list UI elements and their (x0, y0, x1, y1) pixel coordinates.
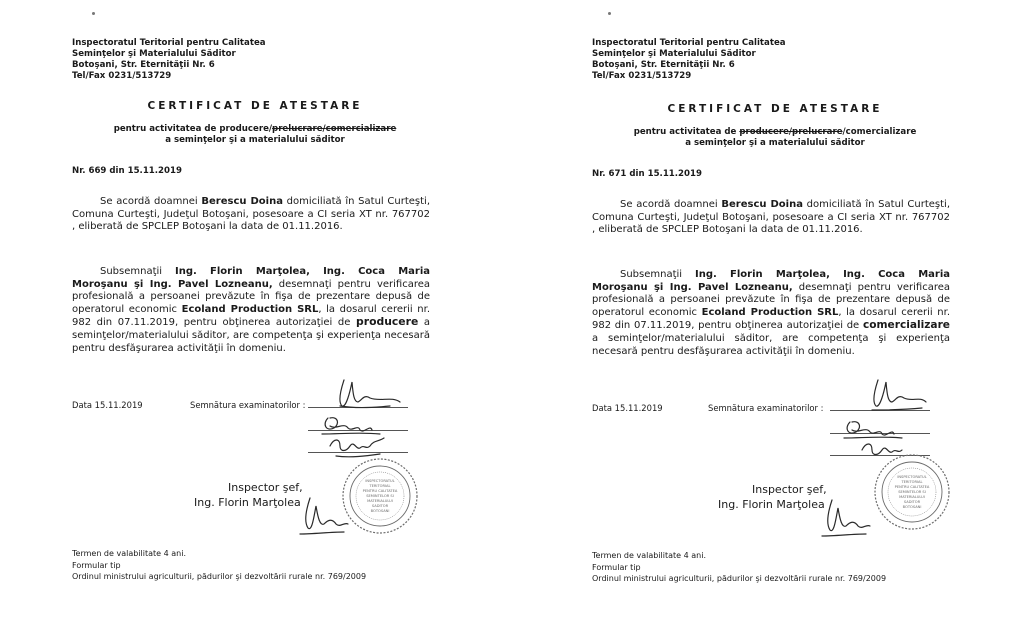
activity-line: pentru activitatea de producere/prelucrare/comercializare (633, 127, 917, 137)
examiner-names: Ing. Florin Marţolea, Ing. Coca Maria Moroşanu şi Ing. Pavel Lozneanu, (592, 269, 950, 293)
scan-speck (92, 12, 95, 15)
examiner-names: Ing. Florin Marţolea, Ing. Coca Maria Moroşanu şi Ing. Pavel Lozneanu, (72, 266, 430, 290)
footer-line: Formular tip (72, 560, 121, 570)
holder-name: Berescu Doina (721, 199, 803, 210)
authorized-activity: comercializare (862, 319, 950, 332)
examiner-signatures (822, 372, 932, 462)
svg-text:BOTOSANI: BOTOSANI (902, 505, 922, 509)
activity-comercializare-struck: comercializare (325, 124, 397, 134)
official-seal (340, 456, 420, 536)
activity-line-2: a seminţelor şi a materialului săditor (685, 138, 865, 148)
inspector-block (194, 480, 303, 510)
activity-producere-struck: producere (739, 127, 789, 137)
activity-line-2: a seminţelor şi a materialului săditor (165, 135, 345, 145)
authorized-activity: producere (356, 315, 419, 329)
header-line: Seminţelor şi Materialului Săditor (72, 49, 236, 59)
svg-text:BOTOSANI: BOTOSANI (370, 509, 390, 513)
inspector-title: Inspector şef, (228, 481, 303, 494)
inspector-title: Inspector şef, (752, 483, 827, 496)
activity-prelucrare-struck: prelucrare (272, 124, 323, 134)
signature-label: Semnătura examinatorilor : (708, 403, 824, 413)
svg-text:PENTRU CALITATEA: PENTRU CALITATEA (362, 489, 398, 493)
issuer-header (72, 38, 266, 82)
footer-line: Termen de valabilitate 4 ani. (592, 551, 706, 560)
certificate-number: Nr. 671 din 15.11.2019 (592, 169, 702, 179)
svg-text:SADITOR: SADITOR (371, 504, 389, 508)
svg-text:INSPECTORATUL: INSPECTORATUL (365, 479, 395, 483)
header-line: Tel/Fax 0231/513729 (592, 71, 692, 81)
issue-date: Data 15.11.2019 (72, 400, 143, 410)
svg-text:INSPECTORATUL: INSPECTORATUL (897, 475, 927, 479)
signature-label: Semnătura examinatorilor : (190, 400, 306, 410)
footer-line: Formular tip (592, 562, 641, 572)
svg-text:MATERIALULUI: MATERIALULUI (367, 499, 393, 503)
paragraph-grant: Se acordă doamnei Berescu Doina domiciliată în Satul Curteşti, Comuna Curteşti, Judeţul Botoşani, posesoare a CI seria XT nr. 767702 , eliberată de SPCLEP Botoşani la data de 01.11.2016. (592, 199, 950, 236)
svg-text:SEMINTELOR SI: SEMINTELOR SI (898, 490, 926, 494)
certificate-number: Nr. 669 din 15.11.2019 (72, 166, 182, 176)
svg-text:TERITORIAL: TERITORIAL (901, 480, 923, 484)
svg-text:SADITOR: SADITOR (903, 500, 921, 504)
footer-line: Ordinul ministrului agriculturii, pădurilor şi dezvoltării rurale nr. 769/2009 (72, 572, 367, 581)
header-line: Botoşani, Str. Eternităţii Nr. 6 (592, 60, 735, 70)
paragraph-grant: Se acordă doamnei Berescu Doina domiciliată în Satul Curteşti, Comuna Curteşti, Judeţul Botoşani, posesoare a CI seria XT nr. 767702 , eliberată de SPCLEP Botoşani la data de 01.11.2016. (72, 196, 430, 233)
issue-date: Data 15.11.2019 (592, 403, 663, 413)
svg-text:MATERIALULUI: MATERIALULUI (899, 495, 925, 499)
footer-line: Ordinul ministrului agriculturii, pădurilor şi dezvoltării rurale nr. 769/2009 (592, 574, 887, 583)
official-seal (872, 452, 952, 532)
issuer-header (592, 38, 786, 82)
inspector-name: Ing. Florin Marţolea (718, 498, 825, 511)
activity-producere: producere (219, 124, 269, 134)
paragraph-examiners: Subsemnaţii Ing. Florin Marţolea, Ing. Coca Maria Moroşanu şi Ing. Pavel Lozneanu, desemnaţi pentru verificarea profesională a persoanei prevăzute în fişa de prezentare depusă de operatorul economic Ecoland Production SRL, la dosarul cererii nr. 982 din 07.11.2019, pentru obţinerea autorizaţiei de producere a seminţelor/materialului săditor, are competenţa şi experienţa necesară pentru desfăşurarea activităţii în domeniu. (72, 266, 430, 354)
activity-comercializare: comercializare (845, 127, 917, 137)
header-line: Tel/Fax 0231/513729 (72, 71, 172, 81)
inspector-block (718, 482, 827, 512)
header-line: Inspectoratul Teritorial pentru Calitatea (592, 38, 786, 48)
svg-text:SEMINTELOR SI: SEMINTELOR SI (366, 494, 394, 498)
certificate-title: CERTIFICAT DE ATESTARE (147, 100, 363, 112)
examiner-signatures (300, 372, 410, 462)
certificate-title: CERTIFICAT DE ATESTARE (667, 103, 883, 115)
footer-notes (72, 548, 366, 583)
paragraph-examiners: Subsemnaţii Ing. Florin Marţolea, Ing. Coca Maria Moroşanu şi Ing. Pavel Lozneanu, desemnaţi pentru verificarea profesională a persoanei prevăzute în fişa de prezentare depusă de operatorul economic Ecoland Production SRL, la dosarul cererii nr. 982 din 07.11.2019, pentru obţinerea autorizaţiei de comercializare a seminţelor/materialului săditor, are competenţa şi experienţa necesară pentru desfăşurarea activităţii în domeniu. (592, 269, 950, 357)
inspector-signature (814, 496, 874, 540)
svg-text:PENTRU CALITATEA: PENTRU CALITATEA (894, 485, 930, 489)
activity-prelucrare-struck: prelucrare (792, 127, 843, 137)
footer-notes (592, 550, 886, 585)
company-name: Ecoland Production SRL (701, 306, 839, 318)
header-line: Botoşani, Str. Eternităţii Nr. 6 (72, 60, 215, 70)
footer-line: Termen de valabilitate 4 ani. (72, 549, 186, 558)
svg-text:TERITORIAL: TERITORIAL (369, 484, 391, 488)
certificate-right (512, 0, 1024, 640)
activity-line: pentru activitatea de producere/prelucrare/comercializare (113, 124, 397, 134)
inspector-name: Ing. Florin Marţolea (194, 496, 301, 509)
holder-name: Berescu Doina (201, 196, 283, 207)
company-name: Ecoland Production SRL (181, 303, 319, 315)
header-line: Inspectoratul Teritorial pentru Calitatea (72, 38, 266, 48)
scan-speck (608, 12, 611, 15)
header-line: Seminţelor şi Materialului Săditor (592, 49, 756, 59)
